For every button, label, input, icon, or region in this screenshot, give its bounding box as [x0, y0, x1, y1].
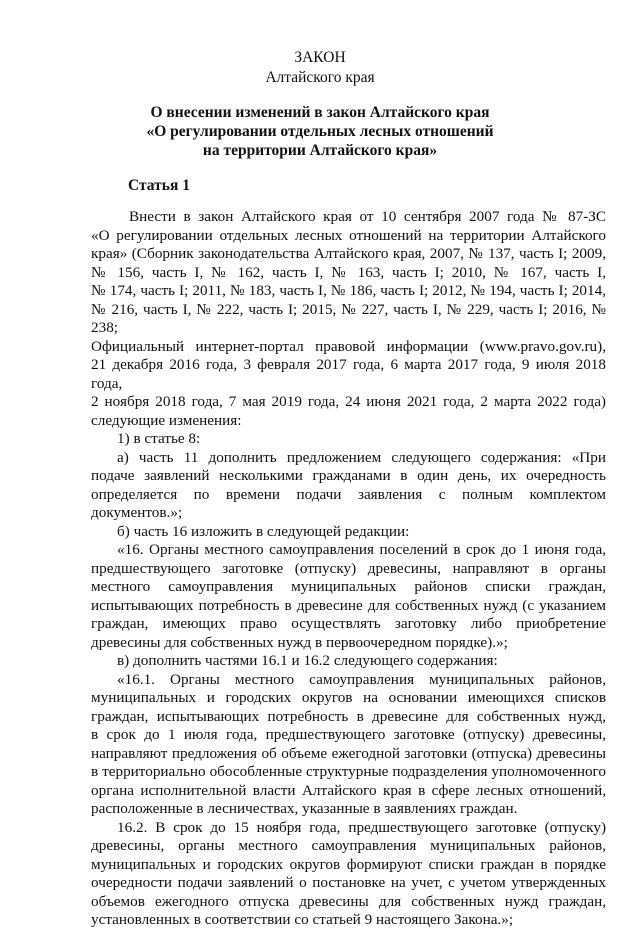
text-line: муниципальных и городских округов на основании имеющихся списков [91, 689, 606, 706]
text-line: б) часть 16 изложить в следующей редакции: [117, 522, 410, 540]
text-line: Официальный интернет-портал правовой информации (www.pravo.gov.ru), [91, 337, 606, 355]
text-line: в) дополнить частями 16.1 и 16.2 следующего содержания: [117, 652, 498, 669]
text-line: 21 декабря 2016 года, 3 февраля 2017 года, 6 марта 2017 года, 9 июля 2018 года, [91, 356, 606, 392]
text-line: № 156, часть I, № 162, часть I, № 163, часть I; 2010, № 167, часть I, [91, 263, 606, 281]
article-heading: Статья 1 [128, 177, 190, 194]
text-line: «16. Органы местного самоуправления поселений в срок до 1 июня года, [117, 541, 606, 558]
text-line: древесины, органы местного самоуправления муниципальных районов, [91, 837, 606, 854]
text-line: муниципальных и городских округов формируют списки граждан в порядке [91, 855, 606, 873]
text-line: № 174, часть I; 2011, № 183, часть I, № 186, часть I; 2012, № 194, часть I; 2014, [91, 282, 606, 299]
law-title: ЗАКОН [294, 49, 346, 66]
text-line: а) часть 11 дополнить предложением следующего содержания: «При [117, 448, 606, 466]
text-line: испытывающих потребность в древесине для собственных нужд (с указанием [91, 596, 606, 614]
text-line: № 216, часть I, № 222, часть I; 2015, № 227, часть I, № 229, часть I; 2016, № 238; [91, 300, 606, 336]
text-line: «16.1. Органы местного самоуправления муниципальных районов, [117, 670, 606, 688]
text-line: органа исполнительной власти Алтайского края в сфере лесных отношений, [91, 781, 606, 799]
heading-line-3: на территории Алтайского края» [202, 142, 438, 159]
text-line: граждан, испытывающих потребность в древесине для собственных нужд, [91, 707, 606, 725]
text-line: в территориально обособленные структурные подразделения уполномоченного [91, 763, 606, 780]
text-line: определяется по времени подачи заявления с полным комплектом документов.»; [91, 485, 606, 521]
text-line: Внести в закон Алтайского края от 10 сентября 2007 года № 87-ЗС [129, 208, 606, 225]
law-region: Алтайского края [265, 69, 375, 86]
text-line: «О регулировании отдельных лесных отношений на территории Алтайского [91, 226, 606, 244]
text-line: края» (Сборник законодательства Алтайского края, 2007, № 137, часть I; 2009, [91, 245, 606, 262]
law-heading [30, 103, 610, 160]
heading-line-1: О внесении изменений в закон Алтайского края [150, 104, 490, 121]
text-line: граждан, имеющих право осуществлять заготовку либо приобретение [91, 615, 606, 632]
text-line: предшествующего заготовке (отпуску) древесины, направляют в органы [91, 559, 606, 577]
text-line: 16.2. В срок до 15 ноября года, предшествующего заготовке (отпуску) [117, 818, 606, 836]
text-line: расположенные в лесничествах, указанные в заявлениях граждан. [91, 800, 518, 817]
text-line: очередности подачи заявлений о постановке на учет, с учетом утвержденных [91, 874, 606, 891]
text-line: подаче заявлений несколькими гражданами в один день, их очередность [91, 467, 606, 484]
body-text [91, 208, 606, 930]
text-line: объемов ежегодного отпуска древесины для собственных нужд граждан, [91, 892, 606, 910]
text-line: местного самоуправления муниципальных районов списки граждан, [91, 578, 606, 595]
text-line: 1) в статье 8: [117, 430, 201, 447]
text-line: установленных в соответствии со статьей 9 настоящего Закона.»; [91, 911, 514, 928]
text-line: 2 ноября 2018 года, 7 мая 2019 года, 24 июня 2021 года, 2 марта 2022 года) [91, 393, 606, 410]
heading-line-2: «О регулировании отдельных лесных отношений [146, 123, 494, 140]
text-line: в срок до 1 июля года, предшествующего заготовке (отпуску) древесины, [91, 726, 606, 743]
text-line: направляют предложения об объеме ежегодной заготовки (отпуска) древесины [91, 744, 606, 762]
text-line: следующие изменения: [91, 411, 242, 429]
text-line: древесины для собственных нужд в первоочередном порядке).»; [91, 633, 508, 651]
